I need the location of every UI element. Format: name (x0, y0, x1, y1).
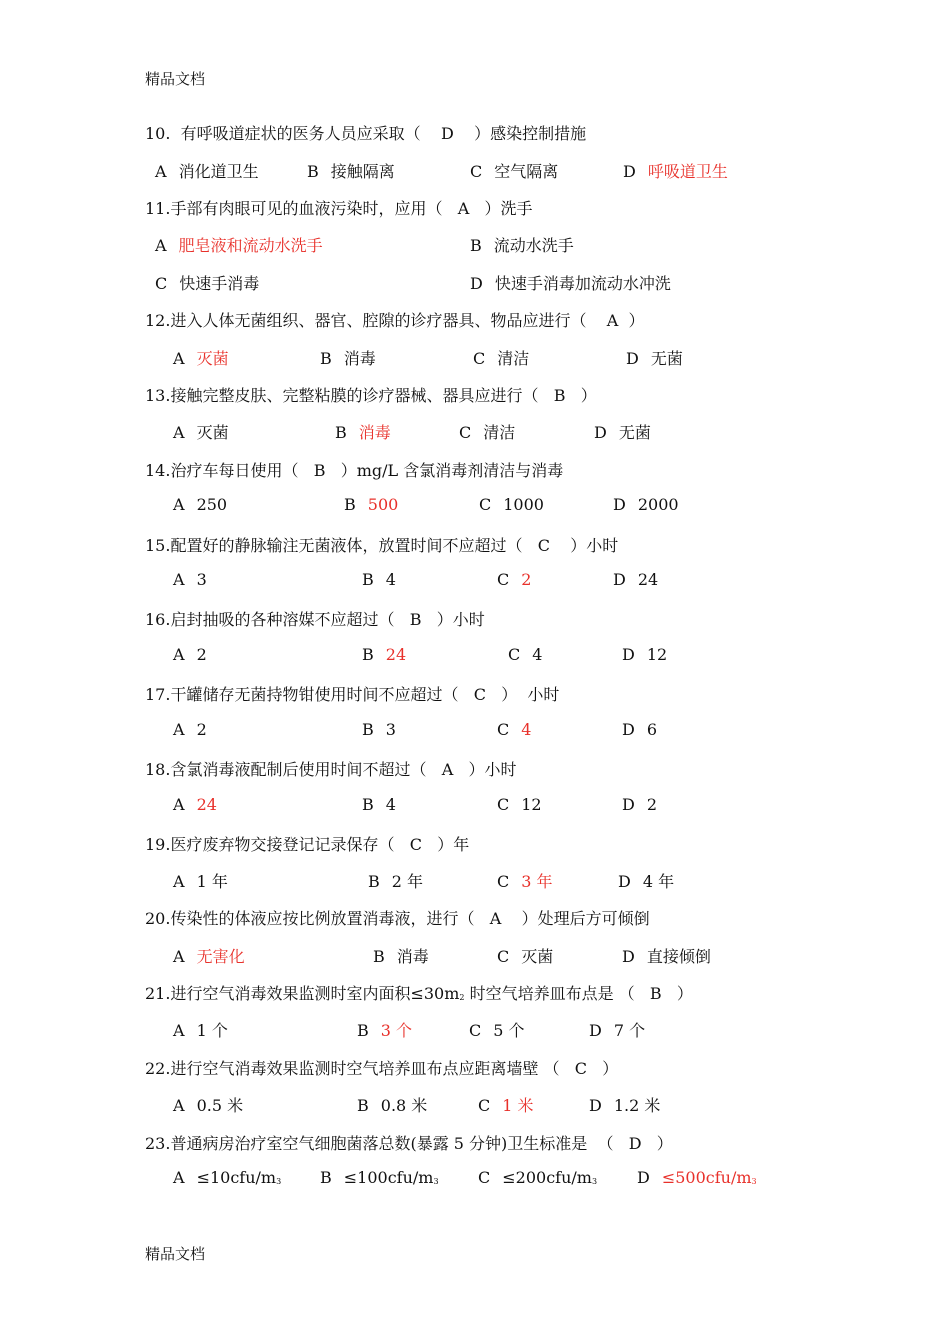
question-stem (145, 458, 563, 481)
option-text: 2 (521, 570, 532, 589)
question-stem-text: 22.进行空气消毒效果监测时空气培养皿布点应距离墙壁 （ C ） (145, 1059, 619, 1078)
option-text: 0.8 米 (380, 1096, 428, 1115)
option-a (173, 346, 229, 369)
options-row (0, 720, 950, 744)
option-letter: C (479, 495, 492, 514)
option-letter: C (459, 423, 472, 442)
option-text: 24 (385, 645, 407, 664)
option-letter: D (470, 274, 483, 293)
option-letter: C (473, 349, 486, 368)
option-letter: C (497, 872, 510, 891)
option-b (357, 1093, 427, 1116)
option-letter: A (173, 1096, 185, 1115)
option-c (497, 944, 553, 967)
option-text: 灭菌 (521, 947, 554, 966)
option-c (497, 869, 553, 892)
options-row (0, 944, 950, 968)
option-letter: D (613, 570, 626, 589)
option-b (344, 495, 398, 514)
option-b (362, 795, 396, 814)
option-text: 6 (646, 720, 658, 739)
option-letter: A (173, 720, 185, 739)
option-c (155, 271, 259, 294)
question-stem (145, 383, 597, 406)
option-text: 12 (521, 795, 542, 814)
option-c (478, 1168, 597, 1187)
option-text: 1 年 (196, 872, 228, 891)
option-text: 3 (385, 720, 396, 739)
option-d (589, 1093, 660, 1116)
options-row (0, 346, 950, 370)
option-c (508, 645, 542, 664)
option-letter: A (173, 570, 185, 589)
question-stem-text: 时空气培养皿布点是 （ B ） (464, 984, 693, 1003)
question-stem (145, 757, 517, 780)
option-text: ≤10cfu/m (196, 1168, 277, 1187)
option-a (173, 1168, 281, 1187)
option-letter: A (173, 947, 185, 966)
option-text: 快速手消毒 (179, 274, 260, 293)
question-stem-text: 13.接触完整皮肤、完整粘膜的诊疗器械、器具应进行（ B ） (145, 386, 597, 405)
option-a (173, 869, 228, 892)
option-b (470, 233, 574, 256)
option-letter: C (497, 720, 510, 739)
option-text: 250 (196, 495, 228, 514)
option-letter: B (362, 720, 374, 739)
option-letter: D (626, 349, 639, 368)
options-row (0, 645, 950, 669)
option-a (173, 720, 207, 739)
option-letter: A (173, 872, 185, 891)
question-stem-text: 23.普通病房治疗室空气细胞菌落总数(暴露 5 分钟)卫生标准是 （ D ） (145, 1134, 673, 1153)
option-letter: D (622, 795, 635, 814)
option-letter: D (622, 720, 635, 739)
options-row (0, 271, 950, 295)
option-d (622, 944, 711, 967)
options-row (0, 1018, 950, 1042)
option-letter: C (497, 795, 510, 814)
question-stem-text: 21.进行空气消毒效果监测时室内面积≤30m (145, 984, 460, 1003)
option-text: 直接倾倒 (646, 947, 711, 966)
question-stem-text: 11.手部有肉眼可见的血液污染时，应用（ A ）洗手 (145, 199, 533, 218)
option-text: 4 年 (642, 872, 675, 891)
option-b (320, 346, 376, 369)
superscript: 3 (276, 1177, 282, 1186)
option-letter: D (613, 495, 626, 514)
option-b (368, 869, 423, 892)
option-letter: D (589, 1096, 602, 1115)
option-letter: B (470, 236, 482, 255)
option-c (473, 346, 529, 369)
option-d (622, 645, 667, 664)
option-a (155, 233, 323, 256)
option-text: 1 米 (502, 1096, 534, 1115)
option-d (623, 159, 728, 182)
option-letter: C (497, 947, 510, 966)
question-stem (145, 196, 533, 219)
question-stem-text: 12.进入人体无菌组织、器官、腔隙的诊疗器具、物品应进行（ A ） (145, 311, 645, 330)
option-letter: C (478, 1096, 491, 1115)
option-letter: C (478, 1168, 491, 1187)
option-letter: A (173, 1168, 185, 1187)
option-text: 灭菌 (196, 423, 229, 442)
option-text: 500 (367, 495, 399, 514)
option-text: 2000 (637, 495, 679, 514)
question-stem (145, 607, 485, 630)
option-letter: D (623, 162, 636, 181)
option-text: 清洁 (483, 423, 516, 442)
option-d (622, 720, 657, 739)
question-stem-text: 20.传染性的体液应按比例放置消毒液，进行（ A ）处理后方可倾倒 (145, 909, 650, 928)
option-text: 空气隔离 (494, 162, 559, 181)
option-text: 3 年 (521, 872, 553, 891)
option-c (478, 1093, 534, 1116)
option-c (469, 1018, 525, 1041)
option-letter: C (470, 162, 483, 181)
option-b (362, 645, 406, 664)
option-letter: B (307, 162, 319, 181)
question-stem (145, 1056, 618, 1079)
option-letter: B (357, 1096, 369, 1115)
option-letter: C (497, 570, 510, 589)
option-letter: D (589, 1021, 602, 1040)
question-stem-text: 17.干罐储存无菌持物钳使用时间不应超过（ C ） 小时 (145, 685, 560, 704)
option-letter: C (155, 274, 168, 293)
option-d (618, 869, 674, 892)
option-text: 4 (521, 720, 532, 739)
option-a (173, 570, 207, 589)
option-text: 灭菌 (196, 349, 229, 368)
option-text: 5 个 (493, 1021, 525, 1040)
option-text: 清洁 (497, 349, 530, 368)
option-b (320, 1168, 439, 1187)
option-letter: A (173, 423, 185, 442)
option-text: 4 (532, 645, 543, 664)
option-letter: A (173, 795, 185, 814)
option-b (362, 570, 396, 589)
option-letter: A (173, 1021, 185, 1040)
option-text: 无菌 (650, 349, 683, 368)
option-d (470, 271, 671, 294)
options-row (0, 795, 950, 819)
option-text: 24 (637, 570, 659, 589)
option-b (307, 159, 395, 182)
option-a (173, 645, 207, 664)
option-a (173, 1093, 243, 1116)
option-b (373, 944, 429, 967)
option-text: 2 (196, 720, 207, 739)
option-text: 1.2 米 (613, 1096, 661, 1115)
option-a (173, 420, 229, 443)
superscript: 3 (433, 1177, 439, 1186)
options-row (0, 159, 950, 183)
option-text: 3 (196, 570, 207, 589)
option-d (637, 1168, 757, 1187)
option-letter: B (320, 1168, 332, 1187)
option-letter: D (594, 423, 607, 442)
options-row (0, 420, 950, 444)
option-b (362, 720, 396, 739)
option-text: ≤200cfu/m (502, 1168, 592, 1187)
option-a (155, 159, 259, 182)
option-text: 12 (646, 645, 668, 664)
option-letter: C (508, 645, 521, 664)
option-d (594, 420, 651, 443)
option-a (173, 1018, 228, 1041)
page-header: 精品文档 (145, 70, 206, 88)
options-row (0, 570, 950, 594)
option-letter: D (618, 872, 631, 891)
option-c (470, 159, 558, 182)
options-row (0, 1168, 950, 1192)
question-stem-text: 16.启封抽吸的各种溶媒不应超过（ B ）小时 (145, 610, 485, 629)
option-d (613, 495, 679, 514)
option-text: 7 个 (613, 1021, 646, 1040)
option-text: 2 年 (391, 872, 424, 891)
superscript: 3 (591, 1177, 598, 1186)
question-stem (145, 832, 469, 855)
option-c (459, 420, 515, 443)
question-stem-text: 18.含氯消毒液配制后使用时间不超过（ A ）小时 (145, 760, 517, 779)
option-b (357, 1018, 412, 1041)
option-letter: B (362, 795, 374, 814)
option-b (335, 420, 391, 443)
option-text: 24 (196, 795, 217, 814)
option-text: 快速手消毒加流动水冲洗 (494, 274, 671, 293)
option-letter: B (320, 349, 332, 368)
options-row (0, 495, 950, 519)
option-text: 消毒 (358, 423, 391, 442)
question-stem (145, 121, 586, 144)
option-text: 1000 (503, 495, 544, 514)
question-stem-text: 10. 有呼吸道症状的医务人员应采取（ D ）感染控制措施 (145, 124, 587, 143)
option-a (173, 944, 245, 967)
option-letter: A (173, 645, 185, 664)
options-row (0, 1093, 950, 1117)
option-d (589, 1018, 645, 1041)
option-letter: A (155, 236, 167, 255)
option-letter: A (173, 349, 185, 368)
option-letter: B (357, 1021, 369, 1040)
option-c (479, 495, 544, 514)
option-letter: D (622, 645, 635, 664)
option-c (497, 720, 531, 739)
option-text: 消毒 (396, 947, 429, 966)
question-stem-text: 19.医疗废弃物交接登记记录保存（ C ）年 (145, 835, 470, 854)
options-row (0, 233, 950, 257)
option-a (173, 795, 217, 814)
option-text: 接触隔离 (330, 162, 395, 181)
option-text: 2 (646, 795, 658, 814)
option-text: 无菌 (618, 423, 651, 442)
question-stem-text: 15.配置好的静脉输注无菌液体，放置时间不应超过（ C ）小时 (145, 536, 619, 555)
option-a (173, 495, 227, 514)
option-letter: B (344, 495, 356, 514)
option-text: 2 (196, 645, 207, 664)
option-c (497, 570, 531, 589)
options-row (0, 869, 950, 893)
option-text: 消化道卫生 (178, 162, 259, 181)
option-letter: B (335, 423, 347, 442)
superscript: 2 (459, 993, 465, 1002)
option-c (497, 795, 542, 814)
option-letter: D (637, 1168, 650, 1187)
option-text: 0.5 米 (196, 1096, 244, 1115)
option-letter: B (368, 872, 380, 891)
option-letter: A (173, 495, 185, 514)
option-text: 流动水洗手 (493, 236, 574, 255)
option-text: ≤100cfu/m (343, 1168, 434, 1187)
question-stem (145, 308, 645, 331)
question-stem (145, 1131, 673, 1154)
option-text: 3 个 (380, 1021, 413, 1040)
option-text: 无害化 (196, 947, 245, 966)
option-text: ≤500cfu/m (661, 1168, 752, 1187)
option-letter: A (155, 162, 167, 181)
page-footer: 精品文档 (145, 1245, 206, 1263)
option-text: 1 个 (196, 1021, 228, 1040)
question-stem-text: 14.治疗车每日使用（ B ）mg/L 含氯消毒剂清洁与消毒 (145, 461, 564, 480)
question-stem (145, 682, 559, 705)
superscript: 3 (751, 1177, 757, 1186)
option-letter: D (622, 947, 635, 966)
option-letter: B (362, 570, 374, 589)
option-letter: B (373, 947, 385, 966)
option-text: 4 (385, 570, 396, 589)
option-letter: B (362, 645, 374, 664)
option-d (622, 795, 657, 814)
option-d (613, 570, 658, 589)
option-text: 肥皂液和流动水洗手 (178, 236, 323, 255)
question-stem (145, 533, 618, 556)
question-stem (145, 906, 650, 929)
option-letter: C (469, 1021, 482, 1040)
option-text: 4 (385, 795, 396, 814)
option-text: 消毒 (343, 349, 376, 368)
option-d (626, 346, 683, 369)
question-stem (145, 981, 693, 1004)
option-text: 呼吸道卫生 (647, 162, 728, 181)
